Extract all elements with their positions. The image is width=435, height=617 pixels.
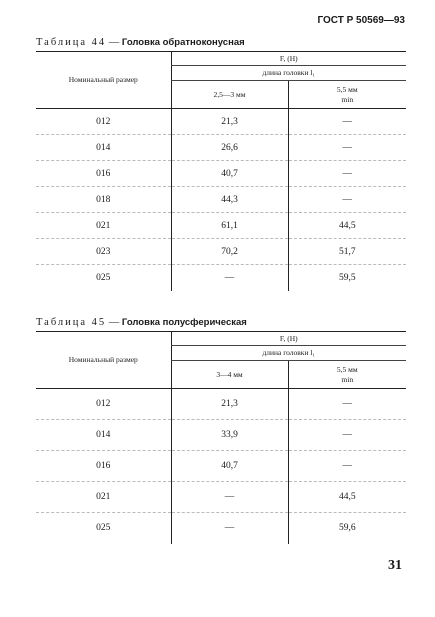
col-header-length-2: 5,5 мм min bbox=[288, 361, 406, 389]
table-row bbox=[36, 109, 406, 135]
cell-value-1: 33,9 bbox=[171, 420, 288, 451]
cell-value-2: — bbox=[288, 187, 406, 213]
cell-value-2: 44,5 bbox=[288, 482, 406, 513]
cell-value-1: — bbox=[171, 513, 288, 544]
col-header-nominal-size: Номинальный размер bbox=[36, 332, 171, 389]
cell-value-2: — bbox=[288, 420, 406, 451]
table-44 bbox=[36, 51, 406, 291]
col-header-force: F, (H) bbox=[171, 332, 406, 346]
cell-nominal-size: 023 bbox=[36, 239, 171, 265]
cell-value-1: 21,3 bbox=[171, 389, 288, 420]
cell-value-2: — bbox=[288, 451, 406, 482]
table-44-title: Головка обратноконусная bbox=[121, 37, 245, 48]
cell-value-1: 61,1 bbox=[171, 213, 288, 239]
table-45-dash: — bbox=[106, 317, 122, 328]
col-header-nominal-size: Номинальный размер bbox=[36, 52, 171, 109]
cell-nominal-size: 025 bbox=[96, 272, 111, 283]
cell-value-1: — bbox=[171, 482, 288, 513]
cell-value-2: 59,6 bbox=[288, 513, 406, 544]
page-number: 31 bbox=[388, 558, 402, 573]
cell-value-1: — bbox=[171, 265, 288, 291]
table-row bbox=[36, 420, 406, 451]
col-header-head-length: длина головки l₁ bbox=[171, 346, 406, 361]
table-row bbox=[36, 513, 406, 544]
cell-value-2: — bbox=[288, 135, 406, 161]
cell-value-1: 40,7 bbox=[171, 161, 288, 187]
cell-value-2: — bbox=[288, 389, 406, 420]
document-id: ГОСТ Р 50569—93 bbox=[317, 15, 405, 26]
cell-nominal-size: 012 bbox=[36, 109, 171, 135]
table-row bbox=[36, 135, 406, 161]
cell-value-1: 44,3 bbox=[171, 187, 288, 213]
cell-nominal-size: 025 bbox=[96, 523, 111, 534]
table-row bbox=[36, 265, 406, 291]
col-header-length-1: 2,5—3 мм bbox=[171, 81, 288, 109]
table-row bbox=[36, 389, 406, 420]
cell-value-1: 21,3 bbox=[171, 109, 288, 135]
table-45-label: Таблица 45 bbox=[36, 317, 107, 328]
table-45-caption bbox=[36, 317, 247, 328]
cell-nominal-size: 012 bbox=[36, 389, 171, 420]
cell-nominal-size: 016 bbox=[36, 161, 171, 187]
table-45-body bbox=[36, 389, 406, 544]
cell-nominal-size: 014 bbox=[36, 420, 171, 451]
table-45 bbox=[36, 331, 406, 544]
cell-nominal-size: 014 bbox=[36, 135, 171, 161]
col-header-length-1: 3—4 мм bbox=[171, 361, 288, 389]
table-row bbox=[36, 482, 406, 513]
cell-nominal-size: 018 bbox=[36, 187, 171, 213]
cell-nominal-size: 021 bbox=[36, 482, 171, 513]
table-row bbox=[36, 187, 406, 213]
table-44-label: Таблица 44 bbox=[36, 37, 107, 48]
table-row bbox=[36, 239, 406, 265]
table-row bbox=[36, 161, 406, 187]
table-44-body bbox=[36, 109, 406, 291]
table-45-title: Головка полусферическая bbox=[121, 317, 247, 328]
cell-value-2: — bbox=[288, 109, 406, 135]
cell-value-2: 59,5 bbox=[288, 265, 406, 291]
cell-value-2: 51,7 bbox=[288, 239, 406, 265]
col-header-head-length: длина головки l₁ bbox=[171, 66, 406, 81]
cell-value-2: 44,5 bbox=[288, 213, 406, 239]
cell-nominal-size: 021 bbox=[36, 213, 171, 239]
table-44-caption bbox=[36, 37, 245, 48]
col-header-force: F, (H) bbox=[171, 52, 406, 66]
table-row bbox=[36, 213, 406, 239]
table-44-dash: — bbox=[106, 37, 122, 48]
table-row bbox=[36, 451, 406, 482]
cell-value-2: — bbox=[288, 161, 406, 187]
cell-value-1: 40,7 bbox=[171, 451, 288, 482]
cell-value-1: 26,6 bbox=[171, 135, 288, 161]
cell-nominal-size: 016 bbox=[36, 451, 171, 482]
cell-value-1: 70,2 bbox=[171, 239, 288, 265]
col-header-length-2: 5,5 мм min bbox=[288, 81, 406, 109]
